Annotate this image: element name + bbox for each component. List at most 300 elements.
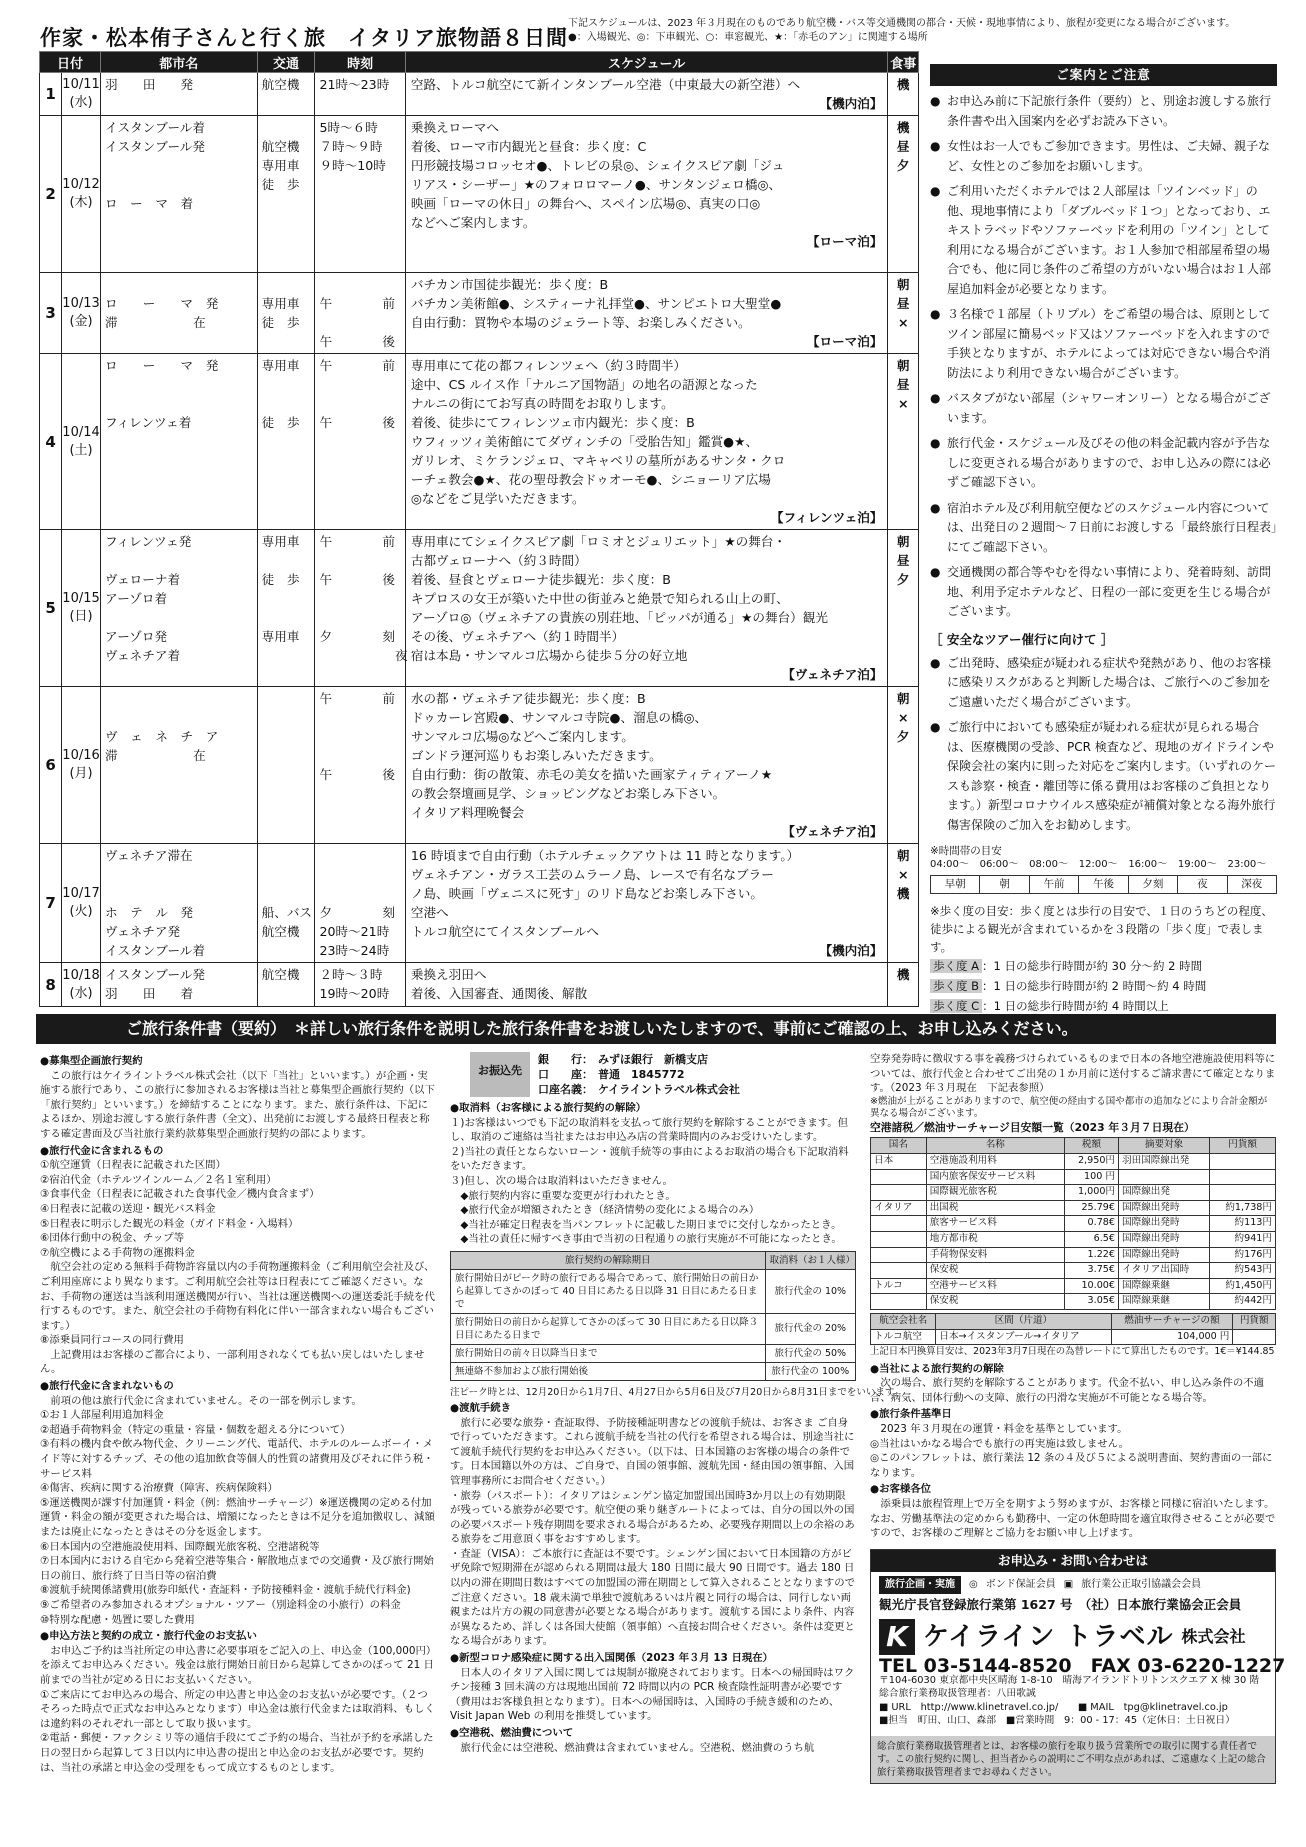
surcharge-cell: 地方都市税: [926, 1231, 1064, 1247]
time-cell-line: [319, 865, 400, 884]
city-cell-line: [105, 394, 253, 413]
time-cell-line: 午 前: [319, 358, 396, 373]
overnight-label: 【機内泊】: [819, 943, 883, 958]
day-date: [62, 963, 101, 1007]
city-cell-line: フィレンツェ着: [104, 415, 192, 430]
weekday-text: (金): [69, 314, 93, 329]
plan-line: ゴンドラ運河巡りもお楽しみいただきます。: [410, 748, 662, 763]
plan-cell: [405, 963, 888, 1007]
plan-line: ウフィッツィ美術館にてダヴィンチの「受胎告知」鑑賞●★、: [410, 434, 759, 449]
day-date: [62, 273, 101, 354]
bank-key: 口 座：: [538, 1068, 593, 1081]
surcharge-cell: 約442円: [1210, 1294, 1276, 1310]
surcharge-cell: 国際線出発時: [1119, 1200, 1210, 1216]
notice-heading: ご案内とご注意: [930, 64, 1277, 86]
surcharge-title: 空港諸税／燃油サーチャージ目安額一覧（2023 年３月７日現在）: [870, 1120, 1195, 1134]
walk-level-tag: 歩く度 C: [930, 999, 982, 1013]
time-cell-line: 午 後: [319, 334, 396, 349]
surcharge-row: [871, 1263, 1276, 1279]
meal-mark: ×: [897, 315, 909, 330]
meals-cell: [888, 530, 919, 687]
section-heading: ●取消料（お客様による旅行契約の解除）: [450, 1102, 647, 1114]
surcharge-cell: 約941円: [1210, 1231, 1276, 1247]
transport-cell-line: 専用車: [261, 358, 300, 373]
bank-row: [538, 1082, 740, 1097]
city-cell-line: 滞 在: [104, 748, 206, 763]
list-item: ②超過手荷物料金（特定の重量・容量・個数を超える分について）: [40, 1423, 351, 1436]
meal-mark: 夕: [896, 572, 910, 587]
meal-mark: 昼: [896, 553, 910, 568]
meals-cell: [888, 963, 919, 1007]
surcharge-cell: 1.22€: [1064, 1247, 1118, 1263]
transport-cell-line: 船、バス: [261, 905, 313, 920]
paragraph: 航空会社の定める無料手荷物許容量以内の手荷物運搬料金（ご利用航空会社及び、ご利用座席により異なります。ご利用航空会社等は日程表にてご確認ください。なお、手荷物の運送は当該利用運送機関が行い、当社は運送機関への運送委託手続を代行するものです。また、航空会社の手荷物有料化に伴い一部含まれない場合もございます。）: [40, 1261, 435, 1332]
transport-cell-line: [262, 118, 311, 137]
weekday-text: (日): [69, 609, 93, 624]
city-cell: [100, 354, 257, 530]
assoc-logo-icon: ▣: [1063, 1578, 1074, 1590]
paragraph: この旅行はケイライントラベル株式会社（以下「当社」といいます。）が企画・実施する旅行であり、この旅行に参加されるお客様は当社と募集型企画旅行契約（以下「旅行契約」といいます。）を締結することになります。また、旅行条件は、下記によるほか、別途お渡しする旅行条件書（全文）、出発前にお渡しする最終日程表と称する確定書面及び当社旅行業約款募集型企画旅行契約の部によります。: [40, 1069, 435, 1140]
phone-fax: TEL 03-5144-8520 FAX 03-6220-1227: [879, 1655, 1286, 1677]
time-cell-line: [319, 313, 400, 332]
city-cell: [100, 73, 257, 116]
meal-mark: 機: [896, 120, 910, 135]
date-text: 10/12: [62, 177, 100, 192]
time-cell-line: 19時～20時: [319, 986, 390, 1001]
plan-line: 専用車にてシェイクスピア劇「ロミオとジュリエット」★の舞台・: [410, 534, 786, 549]
time-cell-line: [319, 275, 400, 294]
bank-key: 銀 行：: [538, 1053, 593, 1066]
bank-key: 口座名義：: [538, 1083, 593, 1096]
walk-level-text: ：1 日の総歩行時間が約 30 分～約 2 時間: [982, 959, 1203, 973]
surcharge-cell: 1,000円: [1064, 1185, 1118, 1201]
city-cell-line: 羽 田 発: [104, 77, 194, 92]
transport-cell-line: [262, 865, 311, 884]
city-cell-line: [105, 232, 253, 251]
city-cell-line: 羽 田 着: [104, 986, 194, 1001]
meal-mark: ×: [897, 710, 909, 725]
section-heading: ●申込方法と契約の成立・旅行代金のお支払い: [40, 1630, 257, 1643]
surcharge-cell: 約543円: [1210, 1263, 1276, 1279]
list-item: ・査証（VISA）：ご本旅行に査証は不要です。シェンゲン国において日本国籍の方がビザ免除で短期滞在が認められる期間は最大 180 日間に最大 90 日間です。過去 180 日以内の滞在期間日数はすべての加盟国の滞在期間として算入されることとなりますのでご注意ください。18 歳未満で単独で渡航あるいは片親と同行の場合は、同行しない両親または片方の親の同意書が必要となる場合があります。渡航する国により条件、内容が異なるため、詳しくは各国大使館（領事館）へ直接お問合せください。条件は変更となる場合があります。: [450, 1547, 856, 1648]
plan-line: ナルニの街にてお写真の時間をお取りします。: [410, 396, 674, 411]
surcharge-cell: [871, 1294, 927, 1310]
surcharge-cell: [871, 1185, 927, 1201]
surcharge-cell: [871, 1263, 927, 1279]
surcharge-row: [871, 1169, 1276, 1185]
surcharge-cell: [871, 1231, 927, 1247]
date-text: 10/15: [62, 591, 100, 606]
day-number: 6: [40, 687, 62, 844]
brand-name: ケイライン トラベル: [923, 1621, 1174, 1652]
tax-intro: 空券発券時に徴収する事を義務づけられているものまで日本の各地空港施設使用料等については、旅行代金と合わせてご出発の１か月前に送付するご請求書にて確定となります。（2023 年３月現在 下記表参照）: [870, 1053, 1276, 1095]
plan-line: 着後、ローマ市内観光と昼食：歩く度：C: [410, 139, 647, 154]
surcharge-cell: [1119, 1169, 1210, 1185]
city-cell-line: フィレンツェ発: [104, 534, 192, 549]
transport-cell-line: 専用車: [261, 629, 300, 644]
bond-label: ボンド保証会員: [985, 1578, 1056, 1590]
surcharge-row: [871, 1278, 1276, 1294]
conditions-col-1: [40, 1052, 435, 1775]
list-item: ②電話・郵便・ファクシミリ等の通信手段にてご予約の場合、当社が予約を承諾した日の翌日から起算して３日以内に申込書の提出と申込金のお支払が必要です。契約は、当社の承諾と申込金の受理をもって成立するものとします。: [40, 1732, 434, 1774]
paragraph: 2023 年３月現在の運賃・料金を基準としています。: [880, 1423, 1128, 1436]
plan-line: キプロスの女王が築いた中世の街並みと絶景で知られる山上の町、: [410, 591, 789, 606]
fuel-header: 航空会社名: [871, 1313, 936, 1329]
cancel-term: 無連絡不参加および旅行開始後: [451, 1362, 766, 1380]
paragraph: 旅行代金には空港税、燃油費は含まれていません。空港税、燃油費のうち航: [460, 1741, 815, 1754]
time-band: 夜: [1177, 876, 1226, 893]
city-cell-line: ホ テ ル 発: [104, 905, 194, 920]
city-cell-line: ヴェネチア着: [104, 648, 181, 663]
surcharge-header: 国名: [871, 1138, 927, 1154]
section-heading: ●渡航手続き: [450, 1401, 512, 1414]
meal-mark: 朝: [896, 691, 910, 706]
plan-line: ◎などをご見学いただきます。: [410, 491, 585, 506]
bank-value: ケイライントラベル株式会社: [598, 1083, 740, 1096]
overnight-label: 【ローマ泊】: [806, 334, 883, 349]
surcharge-header: 円貨額: [1210, 1138, 1276, 1154]
plan-line: 空路、トルコ航空にて新インタンブール空港（中東最大の新空港）へ: [410, 77, 801, 92]
paragraph: 前項の他は旅行代金に含まれていません。その一部を例示します。: [50, 1394, 362, 1407]
surcharge-cell: 国際線出発時: [1119, 1216, 1210, 1232]
date-text: 10/16: [62, 748, 100, 763]
weekday-text: (木): [69, 195, 93, 210]
time-band: 午前: [1029, 876, 1078, 893]
contact-line: 総合旅行業務取扱管理者：八田歌誠: [879, 1688, 1036, 1700]
transport-cell: [257, 273, 315, 354]
surcharge-cell: 0.78€: [1064, 1216, 1118, 1232]
weekday-text: (水): [69, 985, 93, 1001]
surcharge-cell: [871, 1169, 927, 1185]
list-item: ⑤運送機関が課す付加運賃・料金（例：燃油サーチャージ）※運送機関の定める付加運賃・料金の額が変更された場合は、増額になったときは不足分を追加徴収し、減額または廃止になったときはその分を返金します。: [40, 1496, 435, 1538]
meal-mark: 夕: [896, 729, 910, 744]
list-item: ③食事代金（日程表に記載された食事代金／機内食含まず）: [40, 1188, 320, 1201]
time-band: 深夜: [1227, 876, 1276, 893]
header-city: 都市名: [100, 52, 257, 73]
surcharge-cell: 約176円: [1210, 1247, 1276, 1263]
bank-info: [470, 1052, 856, 1097]
surcharge-cell: 手荷物保安料: [926, 1247, 1064, 1263]
transport-cell: [257, 116, 315, 273]
cancel-fee: 旅行代金の 20%: [765, 1313, 855, 1344]
safety-item: ● ご出発時、感染症が疑われる症状や発熱があり、他のお客様に感染リスクがあると判断した場合は、ご旅行へのご参加をご遠慮いただく場合がございます。: [930, 654, 1277, 713]
surcharge-header: 税額: [1064, 1138, 1118, 1154]
time-cell-line: 午 後: [319, 572, 396, 587]
list-item: ⑦日本国内における自宅から発着空港等集合・解散地点までの交通費・及び旅行開始日の前日、旅行終了日当日等の宿泊費: [40, 1555, 434, 1582]
plan-line: 着後、昼食とヴェローナ徒歩観光：歩く度：B: [410, 572, 671, 587]
day-number: 1: [40, 73, 62, 116]
day-row: [40, 116, 919, 273]
time-cell-line: 夜: [319, 648, 408, 663]
city-cell-line: [105, 375, 253, 394]
meal-mark: 昼: [896, 139, 910, 154]
time-cell-line: [319, 727, 400, 746]
plan-line: 乗換えローマへ: [410, 120, 500, 135]
plan-line: ドゥカーレ宮殿●、サンマルコ寺院●、溜息の橋◎、: [410, 710, 708, 725]
transport-cell-line: [262, 551, 311, 570]
plan-line: 自由行動：買物や本場のジェラート等、お楽しみください。: [410, 315, 751, 330]
city-cell-line: イスタンブール発: [104, 967, 205, 982]
day-number: 2: [40, 116, 62, 273]
transport-cell: [257, 530, 315, 687]
surcharge-table: [870, 1137, 1276, 1310]
section-heading: ●新型コロナ感染症に関する出入国関係（2023 年３月 13 日現在）: [450, 1652, 774, 1665]
list-item: ⑥団体行動中の税金、チップ等: [40, 1232, 185, 1245]
time-cell-line: 午 前: [319, 534, 396, 549]
paragraph: 日本人のイタリア入国に関しては規制が撤廃されております。日本への帰国時はワクチン接種 3 回未満の方は現地出国前 72 時間以内の PCR 検査陰性証明書が必要です（費用はお客様負担となります）。日本への帰国時は、入国時の手続き緩和のため、Visit Japan Web の利用を推奨しています。: [450, 1666, 855, 1723]
transport-cell-line: 徒 歩: [261, 415, 300, 430]
transport-cell-line: 専用車: [261, 158, 300, 173]
time-tick: 06:00～: [979, 859, 1019, 870]
plan-line: 乗換え羽田へ: [410, 967, 487, 982]
time-cell: [315, 687, 405, 844]
list-item: ⑨ご希望者のみ参加されるオプショナル・ツアー（別途料金の小旅行）の料金: [40, 1598, 401, 1611]
day-row: [40, 73, 919, 116]
notice-item: ● 交通機関の都合等やむを得ない事情により、発着時刻、訪問地、利用予定ホテルなど、日程の一部に変更を生じる場合がございます。: [930, 563, 1277, 622]
plan-line: 水の都・ヴェネチア徒歩観光：歩く度：B: [410, 691, 646, 706]
fuel-header: 燃油サーチャージの額: [1111, 1313, 1233, 1329]
surcharge-row: [871, 1231, 1276, 1247]
time-cell: [315, 530, 408, 687]
weekday-text: (月): [69, 766, 93, 781]
time-cell: [315, 963, 405, 1007]
surcharge-row: [871, 1294, 1276, 1310]
cancel-header: 取消料（お１人様）: [765, 1251, 855, 1269]
city-cell-line: [105, 865, 253, 884]
list-item: ①航空運賃（日程表に記載された区間）: [40, 1159, 226, 1172]
surcharge-cell: 2,950円: [1064, 1153, 1118, 1169]
surcharge-cell: [1210, 1185, 1276, 1201]
date-text: 10/14: [62, 424, 100, 440]
section-heading: ●募集型企画旅行契約: [40, 1055, 143, 1067]
date-text: 10/13: [62, 296, 100, 311]
meal-mark: 夕: [896, 158, 910, 173]
overnight-label: 【ヴェネチア泊】: [782, 667, 883, 682]
day-date: [62, 116, 101, 273]
plan-line: リアス・シーザー」★のフォロロマーノ●、サンタンジェロ橋◎、: [410, 177, 782, 192]
fuel-cell: 104,000 円: [1111, 1329, 1233, 1345]
time-cell-line: 21時～23時: [319, 77, 390, 92]
time-cell-line: 午 前: [319, 691, 396, 706]
walk-level-tag: 歩く度 B: [930, 979, 982, 993]
plan-line: 空港へ: [410, 905, 449, 920]
city-cell-line: [105, 551, 253, 570]
day-number: 3: [40, 273, 62, 354]
walk-level: [930, 996, 1277, 1016]
surcharge-cell: 出国税: [926, 1200, 1064, 1216]
cancel-fee-table: [450, 1251, 856, 1381]
list-item: ３)但し、次の場合は取消料はいただきません。: [450, 1174, 673, 1187]
overnight-label: 【フィレンツェ泊】: [770, 510, 883, 525]
surcharge-cell: 国際線出発時: [1119, 1231, 1210, 1247]
plan-cell: [405, 273, 888, 354]
plan-cell: [405, 73, 888, 116]
city-cell-line: ロ ー マ 着: [104, 196, 194, 211]
surcharge-cell: 国内旅客保安サービス料: [926, 1169, 1064, 1185]
section-heading: ●当社による旅行契約の解除: [870, 1362, 1004, 1375]
notice-item: ● ご利用いただくホテルでは２人部屋は「ツインベッド」の他、現地事情により「ダブルベッド１つ」となっており、エキストラベッドやソファーベッドを利用の「ツイン」として利用になる場合がございます。お１人参加で相部屋希望の場合でも、他に同じ条件のご希望の方がいない場合はお１人部屋追加料金が必要となります。: [930, 182, 1277, 299]
safety-item: ● ご旅行中においても感染症が疑われる症状が見られる場合は、医療機関の受診、PCR 検査など、現地のガイドラインや保険会社の案内に則った対応をご案内します。（いずれのケースも診察・検査・離団等に係る費用はお客様のご負担となります。）新型コロナウイルス感染症が補償対象となる海外旅行傷害保険のご加入をお勧めします。: [930, 718, 1277, 835]
time-cell-line: 夕 刻: [319, 905, 396, 920]
city-cell-line: [105, 251, 253, 270]
plan-line: ーチェ教会●★、花の聖母教会ドゥオーモ●、シニョーリア広場: [410, 472, 771, 487]
plan-line: イタリア料理晩餐会: [410, 805, 525, 820]
time-cell: [315, 844, 405, 963]
surcharge-cell: 国際線出発: [1119, 1185, 1210, 1201]
cancel-term: 旅行開始日の前日から起算してさかのぼって 30 日目にあたる日以降３日目にあたる日まで: [451, 1313, 766, 1344]
time-tick: 19:00～: [1177, 859, 1217, 870]
time-tick: 16:00～: [1128, 859, 1168, 870]
paragraph: お申込ご予約は当社所定の申込書に必要事項をご記入の上、申込金（100,000円）を添えてお申込みください。残金は旅行開始日前日から起算してさかのぼって 21 日前までの当社が定める日にお支払いください。: [40, 1644, 434, 1686]
transport-cell-line: 専用車: [261, 534, 300, 549]
transport-cell: [257, 844, 315, 963]
time-guide-label: ※時間帯の目安: [930, 845, 1002, 857]
plan-line: バチカン市国徒歩観光：歩く度：B: [410, 277, 609, 292]
city-cell-line: [105, 689, 253, 708]
bank-row: [538, 1052, 740, 1067]
cancel-fee: 旅行代金の 100%: [765, 1362, 855, 1380]
meal-mark: 朝: [896, 534, 910, 549]
conditions-title: ご旅行条件書（要約） ＊詳しい旅行条件を説明した旅行条件書をお渡しいたしますので、事前にご確認の上、お申し込みください。: [36, 1014, 1276, 1044]
section-heading: ●お客様各位: [870, 1483, 932, 1496]
time-cell-line: 午 後: [319, 767, 396, 782]
plan-line: 宿は本島・サンマルコ広場から徒歩５分の好立地: [410, 648, 688, 663]
city-cell: [100, 273, 257, 354]
contact-box: [870, 1549, 1286, 1784]
weekday-text: (土): [69, 442, 93, 458]
plan-line: 専用車にて花の都フィレンツェへ（約３時間半）: [410, 358, 687, 373]
day-number: 7: [40, 844, 62, 963]
kline-logo-icon: K: [879, 1619, 915, 1655]
time-tick: 04:00～: [930, 859, 969, 870]
surcharge-header: 名称: [926, 1138, 1064, 1154]
header-meals: 食事: [888, 52, 919, 73]
bank-label: お振込先: [470, 1052, 530, 1097]
transport-cell-line: [262, 589, 311, 608]
transport-cell-line: [262, 608, 311, 627]
section-heading: ●旅行条件基準日: [870, 1408, 952, 1421]
tax-note: ※燃油が上がることがありますので、航空便の経由する国や都市の追加などにより合計金額が異なる場合がございます。: [870, 1095, 1268, 1120]
transport-cell-line: [262, 394, 311, 413]
day-row: [40, 354, 919, 530]
time-cell-line: ２時～３時: [319, 967, 383, 982]
time-bands: [930, 875, 1277, 894]
surcharge-cell: 空港サービス料: [926, 1278, 1064, 1294]
plan-line: 16 時頃まで自由行動（ホテルチェックアウトは 11 時となります。）: [410, 848, 800, 863]
surcharge-cell: 羽田国際線出発: [1119, 1153, 1210, 1169]
fuel-cell: トルコ航空: [871, 1329, 936, 1345]
list-item: ◆旅行代金が増額されたとき（経済情勢の変化による場合のみ）: [450, 1204, 760, 1217]
time-cell-line: [319, 375, 400, 394]
surcharge-cell: 6.5€: [1064, 1231, 1118, 1247]
transport-cell-line: 専用車: [261, 296, 300, 311]
meals-cell: [888, 354, 919, 530]
surcharge-cell: [871, 1216, 927, 1232]
time-cell-line: 5時～６時: [319, 120, 378, 135]
surcharge-cell: [1210, 1153, 1276, 1169]
list-item: ⑥日本国内の空港施設使用料、国際観光旅客税、空港諸税等: [40, 1540, 320, 1553]
registration: 観光庁長官登録旅行業第 1627 号 （社）日本旅行業協会正会員: [879, 1597, 1242, 1613]
notice-item: ● お申込み前に下記旅行条件（要約）と、別途お渡しする旅行条件書や出入国案内を必ずお読み下さい。: [930, 92, 1277, 131]
cancel-fee: 旅行代金の 10%: [765, 1269, 855, 1313]
time-cell-line: [319, 746, 400, 765]
transport-cell-line: 航空機: [261, 924, 300, 939]
meals-cell: [888, 687, 919, 844]
plan-line: 古都ヴェローナへ（約３時間）: [410, 553, 587, 568]
surcharge-row: [871, 1216, 1276, 1232]
list-item: ①ご来店にてお申込みの場合、所定の申込書と申込金のお支払いが必要です。（２つそろった時点で正式なお申込みとなります）申込金は旅行代金または取消料、もしくは違約料のそれぞれ一部として取り扱います。: [40, 1688, 435, 1730]
paragraph: 旅行に必要な旅券・査証取得、予防接種証明書などの渡航手続は、お客さま ご自身で行っていただきます。これら渡航手続を当社の代行を希望される場合は、別途当社にて渡航手続代行契約をお申込みください。（以下は、日本国籍のお客様の場合の条件です。日本国籍以外の方は、ご自身で、自国の領事館、渡航先国・経由国の領事館、入国管理事務所にお問合せください。）: [450, 1416, 855, 1487]
transport-cell: [257, 73, 315, 116]
meals-cell: [888, 273, 919, 354]
meals-cell: [888, 73, 919, 116]
plan-badge: 旅行企画・実施: [879, 1576, 961, 1595]
city-cell-line: [105, 884, 253, 903]
plan-line: トルコ航空にてイスタンブールへ: [410, 924, 600, 939]
list-item: ⑦航空機による手荷物の運搬料金: [40, 1246, 195, 1259]
time-band: 早朝: [944, 878, 966, 890]
day-date: [62, 687, 101, 844]
plan-cell: [405, 687, 888, 844]
surcharge-cell: 国際線乗継: [1119, 1278, 1210, 1294]
city-cell-line: アーゾロ発: [104, 629, 168, 644]
list-item: ◆旅行契約内容に重要な変更が行われたとき。: [450, 1189, 676, 1202]
cancel-term: 旅行開始日がピーク時の旅行である場合であって、旅行開始日の前日から起算してさかのぼって 40 日目にあたる日以降 31 日目にあたる日まで: [451, 1269, 766, 1313]
paragraph: 次の場合、旅行契約を解除することがあります。代金不払い、申し込み条件の不適合、病気、団体行動への支障、旅行の円滑な実施が不可能となる場合等。: [870, 1377, 1265, 1404]
time-tick: 08:00～: [1029, 859, 1068, 870]
walk-level: [930, 976, 1277, 996]
safety-heading: ［ 安全なツアー催行に向けて ］: [930, 631, 1114, 647]
list-item: ◆当社の責任に帰すべき事由で当初の日程通りの旅行実施が不可能になったとき。: [450, 1233, 842, 1246]
time-cell-line: 23時～24時: [319, 943, 390, 958]
surcharge-cell: 約1,738円: [1210, 1200, 1276, 1216]
plan-cell: [405, 116, 888, 273]
plan-line: 着後、徒歩にてフィレンツェ市内観光：歩く度：B: [410, 415, 695, 430]
transport-cell: [257, 354, 315, 530]
time-band: 夕刻: [1128, 876, 1177, 893]
transport-cell: [257, 687, 315, 844]
city-cell-line: イスタンブール着: [104, 943, 205, 958]
surcharge-cell: 空港施設利用料: [926, 1153, 1064, 1169]
plan-line: 円形競技場コロッセオ●、トレビの泉◎、シェイクスピア劇「ジュ: [410, 158, 785, 173]
time-cell-line: [319, 551, 400, 570]
time-cell: [315, 354, 405, 530]
plan-line: ヴェネチアン・ガラス工芸のムラーノ島、レースで有名なブラー: [410, 867, 774, 882]
cancel-row: [451, 1344, 856, 1362]
plan-line: サンマルコ広場◎などへご案内します。: [410, 729, 634, 744]
surcharge-row: [871, 1247, 1276, 1263]
city-cell-line: ヴェネチア発: [104, 924, 181, 939]
meal-mark: 機: [896, 967, 910, 982]
city-cell-line: ヴェローナ着: [104, 572, 181, 587]
list-item: ◎このパンフレットは、旅行業法 12 条の４及び５による説明書面、契約書面の一部になります。: [870, 1452, 1273, 1479]
walk-level-text: ：1 日の総歩行時間が約 2 時間～約 4 時間: [982, 979, 1207, 993]
plan-line: の教会祭壇画見学、ショッピングなどお楽しみ下さい。: [410, 786, 726, 801]
city-cell-line: [105, 275, 253, 294]
surcharge-cell: 3.75€: [1064, 1263, 1118, 1279]
time-cell-line: [319, 846, 400, 865]
surcharge-cell: 10.00€: [1064, 1278, 1118, 1294]
meal-mark: 昼: [896, 377, 910, 392]
city-cell-line: [105, 608, 253, 627]
overnight-label: 【機内泊】: [819, 96, 883, 111]
walk-level-tag: 歩く度 A: [930, 959, 982, 973]
notice-item: ● ３名様で１部屋（トリプル）をご希望の場合は、原則としてツイン部屋に簡易ベッド又はソファーベッドを入れますので手狭となりますが、ホテルによっては対応できない場合や消防法により利用できない場合がございます。: [930, 305, 1277, 383]
time-tick: 12:00～: [1078, 859, 1118, 870]
city-cell: [100, 963, 257, 1007]
contact-line: ■ URL http://www.klinetravel.co.jp/ ■ MAIL tpg@klinetravel.co.jp: [879, 1701, 1228, 1713]
transport-cell-line: 航空機: [261, 77, 300, 92]
